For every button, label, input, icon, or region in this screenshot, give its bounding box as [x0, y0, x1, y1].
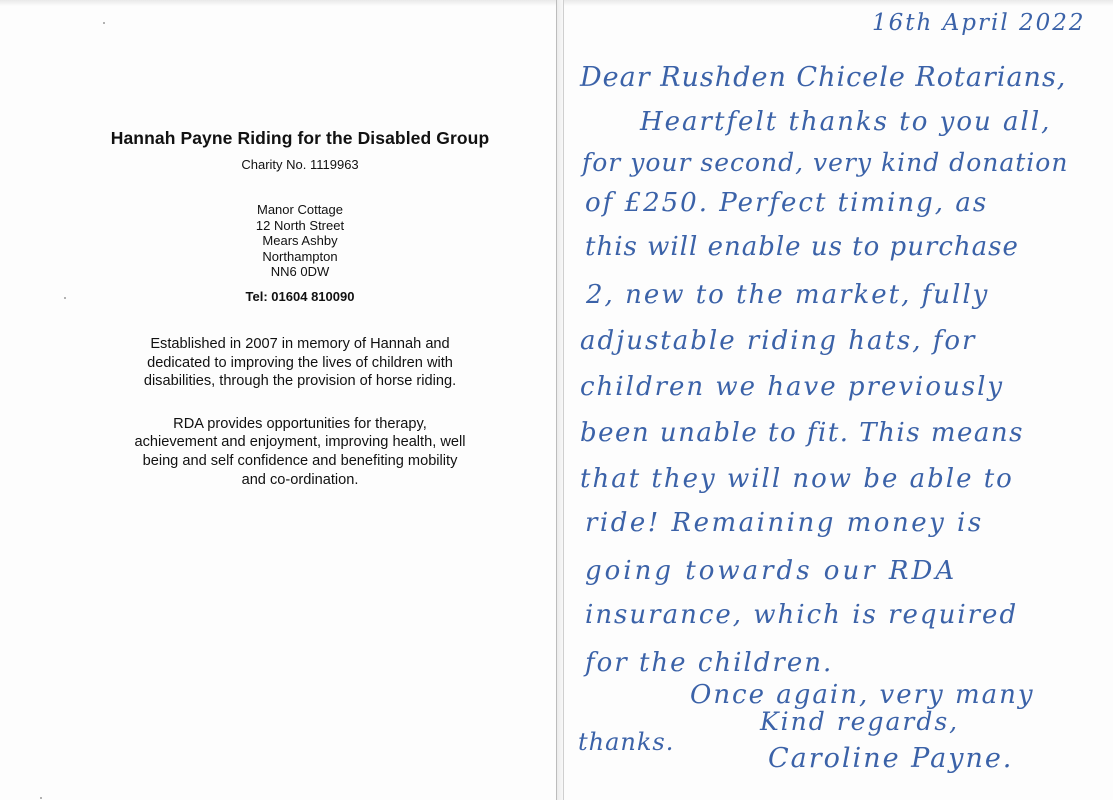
letter-line: been unable to fit. This means [580, 418, 1024, 448]
letter-line: children we have previously [580, 372, 1005, 402]
letter-line: insurance, which is required [585, 600, 1019, 630]
letter-line: this will enable us to purchase [585, 232, 1019, 262]
letter-line: thanks. [578, 728, 675, 756]
address-line: 12 North Street [255, 217, 345, 233]
letter-line: for your second, very kind donation [582, 148, 1069, 177]
letter-date: 16th April 2022 [872, 10, 1086, 36]
address-line: Mears Ashby [262, 233, 338, 249]
letter-signature: Caroline Payne. [768, 743, 1014, 774]
letter-line: ride! Remaining money is [585, 508, 984, 538]
charity-info-panel [60, 128, 540, 489]
charity-number: Charity No. 1119963 [241, 157, 359, 172]
letter-line: going towards our RDA [585, 556, 958, 586]
paper-speck [40, 797, 42, 799]
rda-paragraph: RDA provides opportunities for therapy, achievement and enjoyment, improving health, well being and self confidence and benefiting mobility and co-ordination. [134, 415, 466, 488]
paper-speck [103, 22, 105, 24]
letter-line: Heartfelt thanks to you all, [640, 107, 1052, 137]
org-name: Hannah Payne Riding for the Disabled Group [110, 128, 490, 148]
telephone: Tel: 01604 810090 [245, 288, 355, 304]
fold-line [556, 0, 557, 800]
letter-greeting: Dear Rushden Chicele Rotarians, [580, 62, 1067, 93]
about-paragraph: Established in 2007 in memory of Hannah and dedicated to improving the lives of children with disabilities, through the provision of horse riding. [143, 335, 457, 390]
letter-sign-off: Kind regards, [760, 707, 960, 736]
fold-line-inner [563, 0, 564, 800]
letter-line: of £250. Perfect timing, as [585, 188, 989, 218]
address-line: Northampton [262, 248, 338, 264]
address-block [60, 202, 540, 280]
address-line: Manor Cottage [257, 202, 343, 217]
address-line: NN6 0DW [270, 264, 330, 280]
letter-line: 2, new to the market, fully [586, 280, 990, 310]
letter-line: for the children. [585, 648, 834, 678]
letter-line: adjustable riding hats, for [580, 326, 977, 356]
letter-line: Once again, very many [690, 680, 1035, 710]
letter-line: that they will now be able to [580, 464, 1014, 494]
